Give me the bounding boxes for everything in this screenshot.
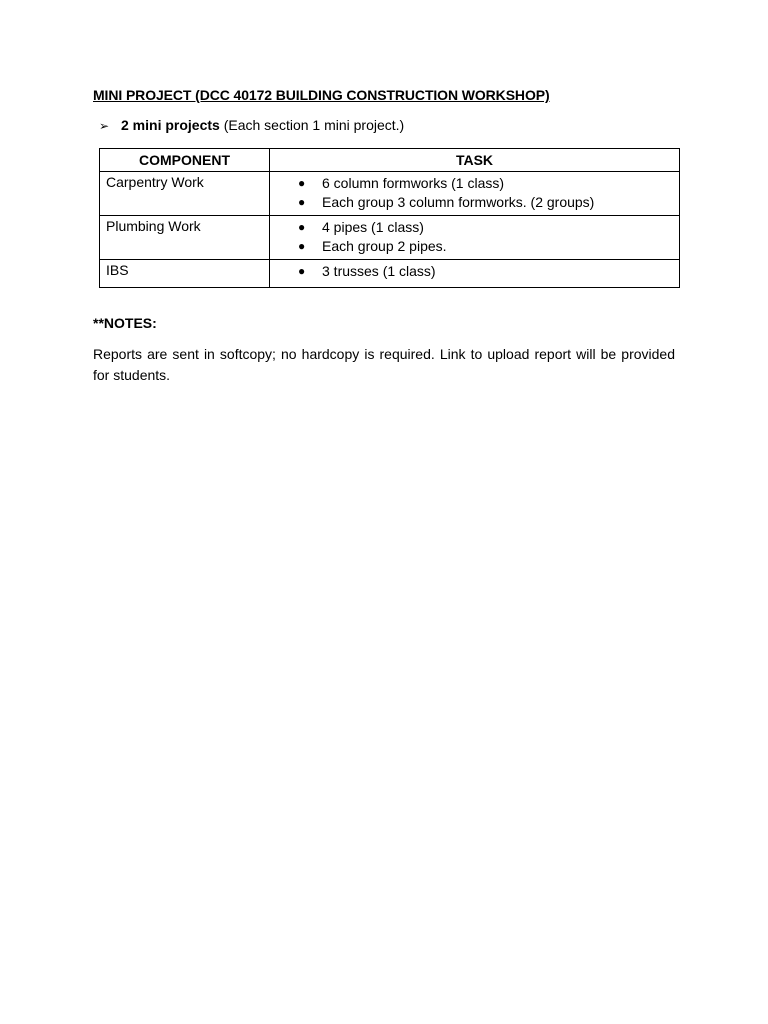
component-cell: IBS [100, 260, 270, 288]
bullet-icon: ● [298, 176, 306, 190]
component-cell: Plumbing Work [100, 216, 270, 260]
list-item [270, 174, 679, 193]
bullet-icon: ● [298, 264, 306, 278]
bullet-icon: ● [298, 220, 306, 234]
list-item [270, 262, 679, 281]
table-header-row [100, 149, 680, 172]
summary-bold-text: 2 mini projects [121, 117, 220, 133]
component-task-table [99, 148, 680, 288]
task-list [270, 218, 679, 256]
notes-body: Reports are sent in softcopy; no hardcopy is required. Link to upload report will be provided for students. [93, 346, 675, 383]
table-row [100, 172, 680, 216]
document-title: MINI PROJECT (DCC 40172 BUILDING CONSTRUCTION WORKSHOP) [93, 87, 550, 103]
header-component: COMPONENT [100, 149, 270, 172]
arrow-bullet-icon: ➢ [99, 119, 110, 133]
task-text: Each group 2 pipes. [322, 238, 447, 254]
task-cell [270, 172, 680, 216]
task-text: 6 column formworks (1 class) [322, 175, 505, 191]
table-row [100, 260, 680, 288]
table-row [100, 216, 680, 260]
task-text: Each group 3 column formworks. (2 groups) [322, 194, 595, 210]
header-task: TASK [270, 149, 680, 172]
task-text: 4 pipes (1 class) [322, 219, 424, 235]
summary-line [99, 117, 404, 133]
bullet-icon: ● [298, 195, 306, 209]
task-list [270, 262, 679, 281]
bullet-icon: ● [298, 239, 306, 253]
list-item [270, 237, 679, 256]
notes-heading: **NOTES: [93, 315, 157, 331]
task-cell [270, 216, 680, 260]
component-cell: Carpentry Work [100, 172, 270, 216]
task-cell [270, 260, 680, 288]
list-item [270, 218, 679, 237]
task-list [270, 174, 679, 212]
summary-normal-text: (Each section 1 mini project.) [219, 117, 405, 133]
task-text: 3 trusses (1 class) [322, 263, 436, 279]
list-item [270, 193, 679, 212]
